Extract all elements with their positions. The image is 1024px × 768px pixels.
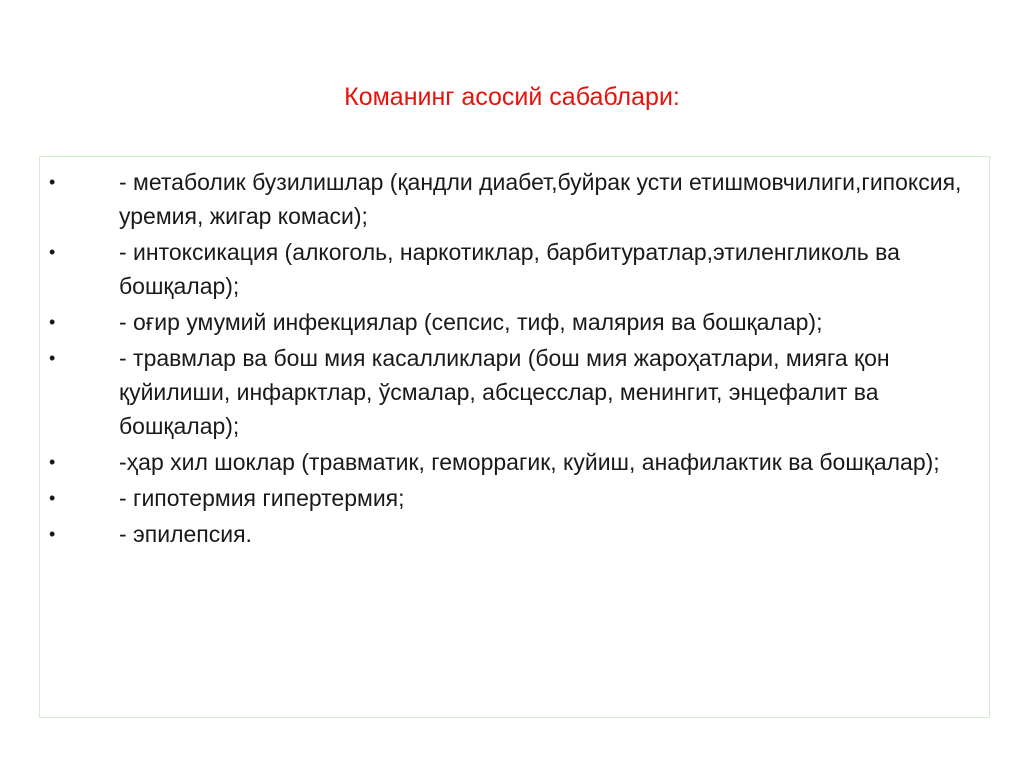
bullet-icon: • [49, 452, 56, 472]
list-item [0, 235, 989, 303]
bullet-icon: • [49, 242, 56, 262]
list-item [0, 481, 989, 515]
list-item [0, 305, 989, 339]
list-item-text: - метаболик бузилишлар (қандли диабет,буйрак усти етишмовчилиги,гипоксия, уремия, жигар комаси); [119, 169, 962, 229]
bullet-icon: • [49, 312, 56, 332]
list-item-text: - травмлар ва бош мия касалликлари (бош мия жароҳатлари, мияга қон қуйилиши, инфарктлар, ўсмалар, абсцесслар, менингит, энцефалит ва бошқалар); [119, 345, 890, 439]
list-item [0, 165, 989, 233]
list-item [0, 445, 989, 479]
list-item-text: - оғир умумий инфекциялар (сепсис, тиф, малярия ва бошқалар); [119, 309, 823, 335]
list-item-text: -ҳар хил шоклар (травматик, геморрагик, куйиш, анафилактик ва бошқалар); [119, 449, 940, 475]
list-item [0, 517, 989, 551]
list-item-text: - гипотермия гипертермия; [119, 485, 405, 511]
list-item-text: - интоксикация (алкоголь, наркотиклар, барбитуратлар,этиленгликоль ва бошқалар); [119, 239, 900, 299]
cause-list [0, 165, 1024, 553]
list-item-text: - эпилепсия. [119, 521, 252, 547]
list-item [0, 341, 989, 443]
bullet-icon: • [49, 172, 56, 192]
bullet-icon: • [49, 524, 56, 544]
bullet-icon: • [49, 488, 56, 508]
slide-title: Команинг асосий сабаблари: [344, 83, 680, 111]
bullet-icon: • [49, 348, 56, 368]
